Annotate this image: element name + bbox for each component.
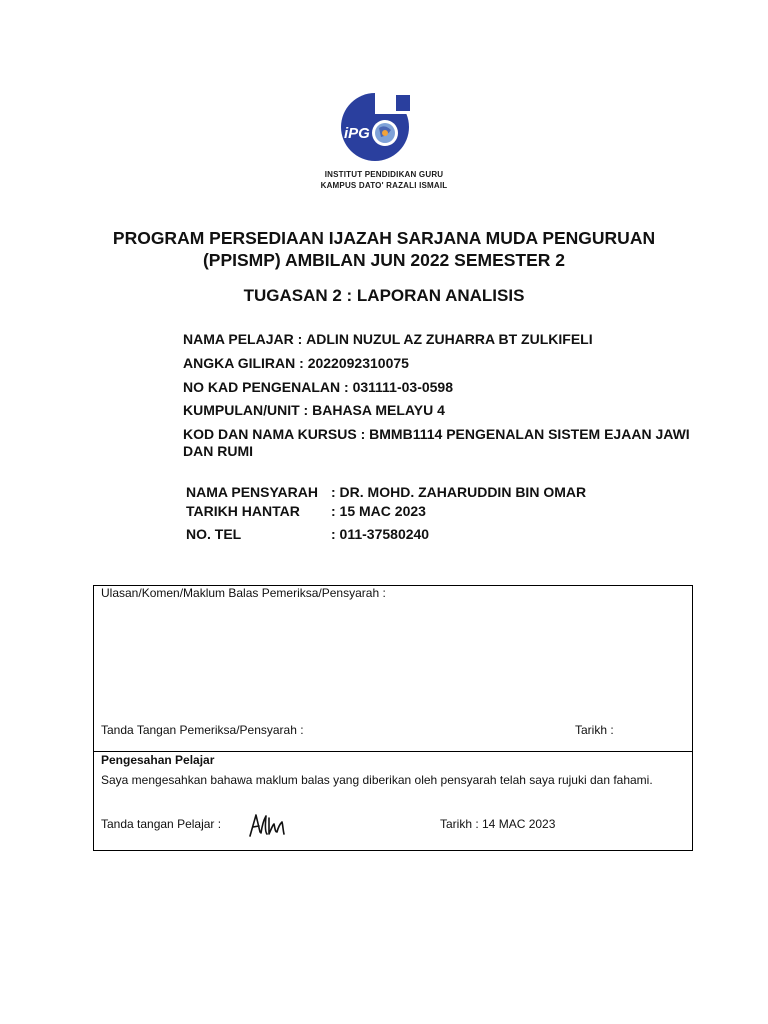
course-value: BMMB1114 PENGENALAN SISTEM EJAAN JAWI DAN RUMI	[183, 426, 690, 459]
ic-label: NO KAD PENGENALAN :	[183, 379, 349, 395]
student-sign-label: Tanda tangan Pelajar :	[101, 817, 222, 831]
examiner-sign-label: Tanda Tangan Pemeriksa/Pensyarah :	[101, 723, 304, 737]
confirm-text: Saya mengesahkan bahawa maklum balas yang diberikan oleh pensyarah telah saya rujuki dan fahami.	[101, 773, 653, 787]
feedback-box	[93, 585, 693, 851]
student-name-row	[183, 330, 593, 348]
course-row	[183, 426, 693, 460]
student-name-label: NAMA PELAJAR :	[183, 331, 303, 347]
lecturer-row	[186, 483, 586, 501]
student-name-value: ADLIN NUZUL AZ ZUHARRA BT ZULKIFELI	[306, 331, 593, 347]
ic-value: 031111-03-0598	[352, 379, 454, 395]
group-value: BAHASA MELAYU 4	[312, 402, 445, 418]
ipg-logo	[338, 90, 412, 164]
submit-date-label: TARIKH HANTAR	[186, 503, 300, 519]
institute-name: INSTITUT PENDIDIKAN GURU	[324, 170, 444, 179]
ipg-logo-graphic	[338, 90, 412, 164]
program-title-line2: (PPISMP) AMBILAN JUN 2022 SEMESTER 2	[202, 250, 566, 270]
index-value: 2022092310075	[307, 355, 409, 371]
ic-row	[183, 378, 453, 396]
logo-text: iPG	[344, 125, 370, 142]
comment-label: Ulasan/Komen/Maklum Balas Pemeriksa/Pensyarah :	[101, 586, 386, 600]
submit-date-value: : 15 MAC 2023	[331, 503, 426, 519]
student-signature	[247, 810, 287, 847]
tel-value: : 011-37580240	[331, 526, 430, 542]
program-title-line1: PROGRAM PERSEDIAAN IJAZAH SARJANA MUDA PENGURUAN	[112, 228, 656, 248]
group-row	[183, 401, 445, 419]
course-label: KOD DAN NAMA KURSUS :	[183, 426, 366, 442]
assignment-title: TUGASAN 2 : LAPORAN ANALISIS	[243, 286, 525, 305]
institute-campus: KAMPUS DATO' RAZALI ISMAIL	[320, 181, 448, 190]
box-divider	[94, 751, 692, 752]
confirm-heading: Pengesahan Pelajar	[101, 753, 215, 767]
lecturer-value: : DR. MOHD. ZAHARUDDIN BIN OMAR	[331, 484, 587, 500]
group-label: KUMPULAN/UNIT :	[183, 402, 309, 418]
tel-row	[186, 525, 429, 543]
index-row	[183, 354, 409, 372]
submit-date-row	[186, 502, 426, 520]
examiner-date-label: Tarikh :	[575, 723, 614, 737]
student-date: Tarikh : 14 MAC 2023	[440, 817, 556, 831]
tel-label: NO. TEL	[186, 526, 242, 542]
lecturer-label: NAMA PENSYARAH	[186, 484, 318, 500]
index-label: ANGKA GILIRAN :	[183, 355, 304, 371]
signature-mark	[247, 810, 287, 842]
